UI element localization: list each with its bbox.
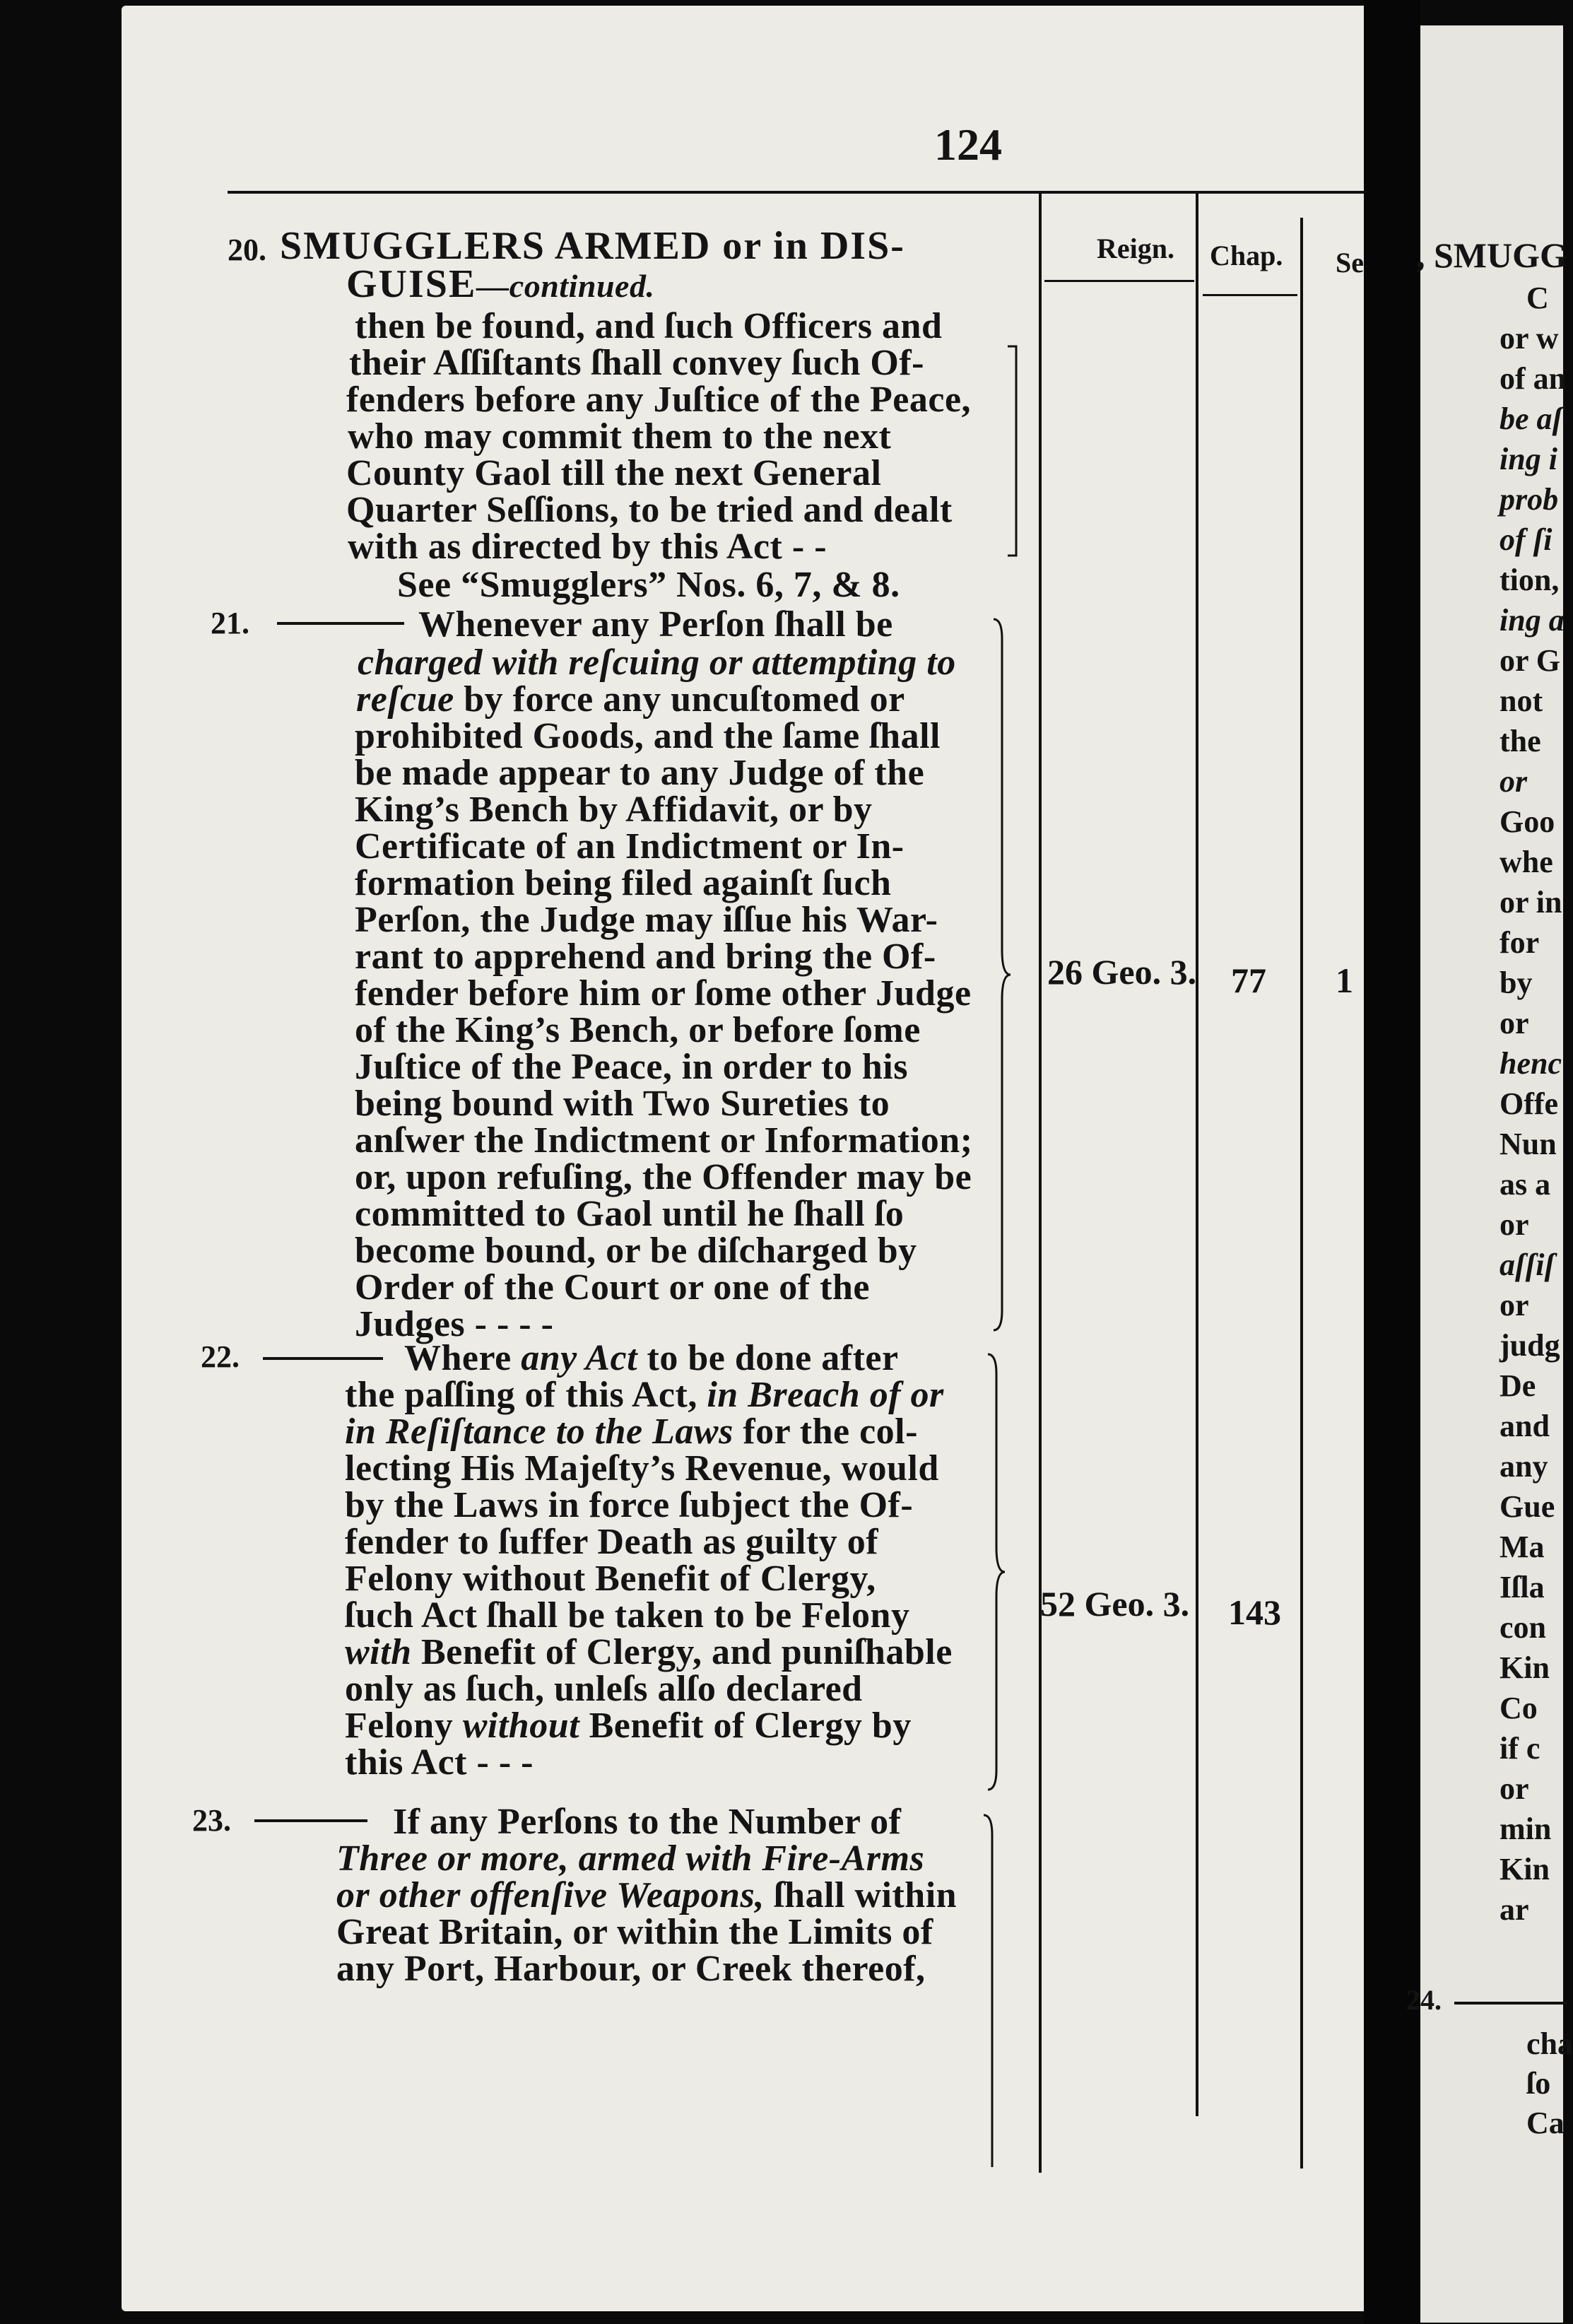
facing-text-line: Gue (1500, 1489, 1555, 1524)
text-line: Great Britain, or within the Limits of (336, 1912, 933, 1952)
text-line (358, 642, 956, 683)
facing-text-line: or (1500, 1207, 1529, 1242)
facing-text-line: Goo (1500, 804, 1555, 839)
text-line (345, 1374, 944, 1416)
entry-number-21: 21. (211, 606, 249, 640)
facing-text-line: Offe (1500, 1086, 1559, 1121)
facing-text-line: judg (1500, 1328, 1560, 1363)
brace-entry21 (992, 618, 1012, 1332)
facing-text-line: if c (1500, 1731, 1540, 1766)
text-line: with as directed by this Act - - (348, 527, 827, 567)
text-line: committed to Gaol until he ſhall ſo (355, 1194, 905, 1234)
facing-text-line: Ca (1526, 2106, 1565, 2140)
facing-entry-number: 24. (1406, 1984, 1442, 2016)
facing-text-line: Nun (1500, 1127, 1557, 1161)
facing-text-line: be aſ (1500, 401, 1563, 436)
text-line: fender before him or ſome other Judge (355, 973, 972, 1014)
plain-text: for the col- (733, 1412, 918, 1452)
column-header-chap: Chap. (1210, 240, 1283, 271)
italic-text: in Reſiſtance to the Laws (345, 1412, 734, 1452)
italic-text: in Breach of or (707, 1375, 944, 1415)
facing-text-line: Kin (1500, 1650, 1550, 1685)
text-line: Whenever any Perſon ſhall be (418, 604, 893, 645)
entry-heading-line2 (346, 262, 654, 307)
italic-text: reſcue (356, 679, 454, 720)
plain-text: ſhall within (764, 1875, 958, 1915)
entry-number-23: 23. (192, 1803, 231, 1838)
italic-text: Three or more, armed with Fire-Arms (336, 1838, 925, 1879)
text-line: If any Perſons to the Number of (393, 1802, 902, 1842)
column-rule-chap (1300, 218, 1303, 2169)
facing-text-line: min (1500, 1812, 1552, 1846)
facing-text-line: for (1500, 925, 1540, 960)
facing-text-line: not (1500, 683, 1543, 718)
italic-text: or other offenſive Weapons, (336, 1875, 765, 1915)
plain-text: Felony (345, 1706, 463, 1746)
text-line: County Gaol till the next General (346, 453, 882, 493)
facing-text-line: ing i (1500, 442, 1557, 476)
plain-text: to be done after (637, 1338, 899, 1378)
text-line: fenders before any Juſtice of the Peace, (346, 380, 972, 420)
facing-text-line: prob (1500, 482, 1559, 517)
reign-entry22: 52 Geo. 3. (1040, 1584, 1190, 1624)
text-line: being bound with Two Sureties to (355, 1084, 890, 1124)
column-rule-reign (1196, 194, 1198, 2116)
text-line: become bound, or be diſcharged by (355, 1231, 917, 1271)
reign-header-rule (1044, 280, 1194, 282)
entry-rule (277, 622, 404, 625)
facing-text-line: ſo (1526, 2066, 1551, 2101)
column-header-sect: Se (1336, 247, 1364, 278)
facing-text-line: Kin (1500, 1852, 1550, 1886)
text-line: then be found, and ſuch Officers and (355, 306, 943, 346)
text-line: only as ſuch, unleſs alſo declared (345, 1669, 863, 1709)
facing-text-line: C (1526, 281, 1549, 315)
facing-header: , SMUGG (1416, 235, 1567, 275)
text-line: be made appear to any Judge of the (355, 753, 925, 793)
column-rule-text (1039, 194, 1042, 2173)
bracket-entry20 (1006, 345, 1026, 557)
facing-text-line: or (1500, 1771, 1529, 1806)
facing-text-line: any (1500, 1449, 1548, 1484)
facing-text-line: of an (1500, 361, 1567, 396)
plain-text: by force any uncuſtomed or (454, 679, 905, 720)
facing-text-line: cha (1526, 2026, 1573, 2061)
facing-text-line: henc (1500, 1046, 1562, 1081)
chap-entry21: 77 (1231, 961, 1266, 1000)
text-line: fender to ſuffer Death as guilty of (345, 1522, 879, 1562)
facing-text-line: Ma (1500, 1530, 1545, 1564)
reign-entry21: 26 Geo. 3. (1047, 952, 1197, 992)
page-number: 124 (934, 119, 1002, 170)
text-line: who may commit them to the next (348, 416, 892, 457)
text-line (345, 1411, 918, 1452)
text-line (356, 679, 905, 720)
facing-page (1406, 25, 1573, 2323)
text-line: prohibited Goods, and the ſame ſhall (355, 716, 941, 756)
brace-entry23 (982, 1814, 1002, 2167)
text-line (345, 1705, 912, 1747)
text-line: Felony without Benefit of Clergy, (345, 1559, 876, 1599)
text-line: Juſtice of the Peace, in order to his (355, 1047, 908, 1087)
facing-text-line: or (1500, 1006, 1529, 1040)
facing-text-line: or G (1500, 643, 1560, 678)
facing-text-line: Iſla (1500, 1570, 1545, 1604)
heading-continued: —continued. (476, 268, 655, 304)
text-line: Judges - - - - (355, 1304, 554, 1344)
text-line: rant to apprehend and bring the Of- (355, 937, 936, 977)
italic-text: any Act (521, 1338, 638, 1378)
facing-text-line: ar (1500, 1892, 1529, 1927)
facing-text-line: or w (1500, 321, 1559, 356)
text-line: their Aſſiſtants ſhall convey ſuch Of- (349, 343, 924, 383)
italic-text: charged with reſcuing or attempting to (358, 642, 956, 683)
text-line (336, 1838, 924, 1879)
text-line: Order of the Court or one of the (355, 1267, 870, 1308)
facing-entry-rule (1454, 2002, 1567, 2005)
text-line: formation being filed againſt ſuch (355, 863, 892, 903)
text-line: King’s Bench by Affidavit, or by (355, 790, 873, 830)
facing-text-line: and (1500, 1409, 1550, 1443)
text-line: this Act - - - (345, 1742, 534, 1783)
text-line: Perſon, the Judge may iſſue his War- (355, 900, 938, 940)
facing-text-line: or (1500, 764, 1528, 799)
page-gutter (1364, 0, 1420, 2324)
facing-text-line: or (1500, 1288, 1529, 1322)
text-line: any Port, Harbour, or Creek thereof, (336, 1949, 926, 1989)
text-line: Quarter Seſſions, to be tried and dealt (346, 490, 953, 530)
brace-entry22 (986, 1353, 1006, 1791)
italic-text: with (345, 1632, 412, 1672)
text-line: or, upon refuſing, the Offender may be (355, 1157, 972, 1197)
entry-number-20: 20. (228, 233, 266, 267)
chap-entry22: 143 (1228, 1592, 1281, 1632)
entry-heading: SMUGGLERS ARMED or in DIS- (280, 224, 905, 268)
facing-text-line: con (1500, 1610, 1546, 1645)
plain-text: Where (404, 1338, 522, 1378)
plain-text: Benefit of Clergy by (579, 1706, 912, 1746)
entry-rule (254, 1819, 367, 1822)
text-line: by the Laws in force ſubject the Of- (345, 1485, 914, 1525)
column-header-reign: Reign. (1097, 233, 1174, 264)
facing-text-line: of ſi (1500, 522, 1553, 557)
facing-text-line: as a (1500, 1167, 1551, 1202)
text-line: lecting His Majeſty’s Revenue, would (345, 1448, 939, 1489)
facing-text-line: De (1500, 1368, 1536, 1403)
top-rule (228, 191, 1372, 194)
heading-text: GUISE (346, 262, 477, 306)
entry-rule (263, 1357, 383, 1360)
text-line: of the King’s Bench, or before ſome (355, 1010, 921, 1050)
facing-text-line: or in (1500, 885, 1562, 920)
text-line (404, 1337, 899, 1379)
scanned-page (122, 6, 1372, 2311)
facing-text-line: by (1500, 966, 1533, 1000)
facing-text-line: tion, (1500, 563, 1560, 597)
text-line: Certificate of an Indictment or In- (355, 826, 905, 867)
text-line: anſwer the Indictment or Information; (355, 1120, 973, 1161)
italic-text: without (462, 1706, 580, 1746)
facing-text-line: the (1500, 724, 1541, 758)
plain-text: Benefit of Clergy, and puniſhable (411, 1632, 953, 1672)
chap-header-rule (1203, 294, 1297, 296)
plain-text: the paſſing of this Act, (345, 1375, 707, 1415)
text-line: ſuch Act ſhall be taken to be Felony (345, 1595, 910, 1636)
text-line (336, 1874, 957, 1916)
facing-text-line: aſſiſ (1500, 1248, 1555, 1282)
sect-entry21: 1 (1336, 961, 1353, 1000)
entry-number-22: 22. (201, 1339, 240, 1374)
facing-text-line: ing a (1500, 603, 1565, 638)
text-line (345, 1631, 953, 1673)
facing-text-line: Co (1500, 1691, 1538, 1725)
cross-reference: See “Smugglers” Nos. 6, 7, & 8. (397, 565, 900, 605)
facing-text-line: whe (1500, 845, 1553, 879)
